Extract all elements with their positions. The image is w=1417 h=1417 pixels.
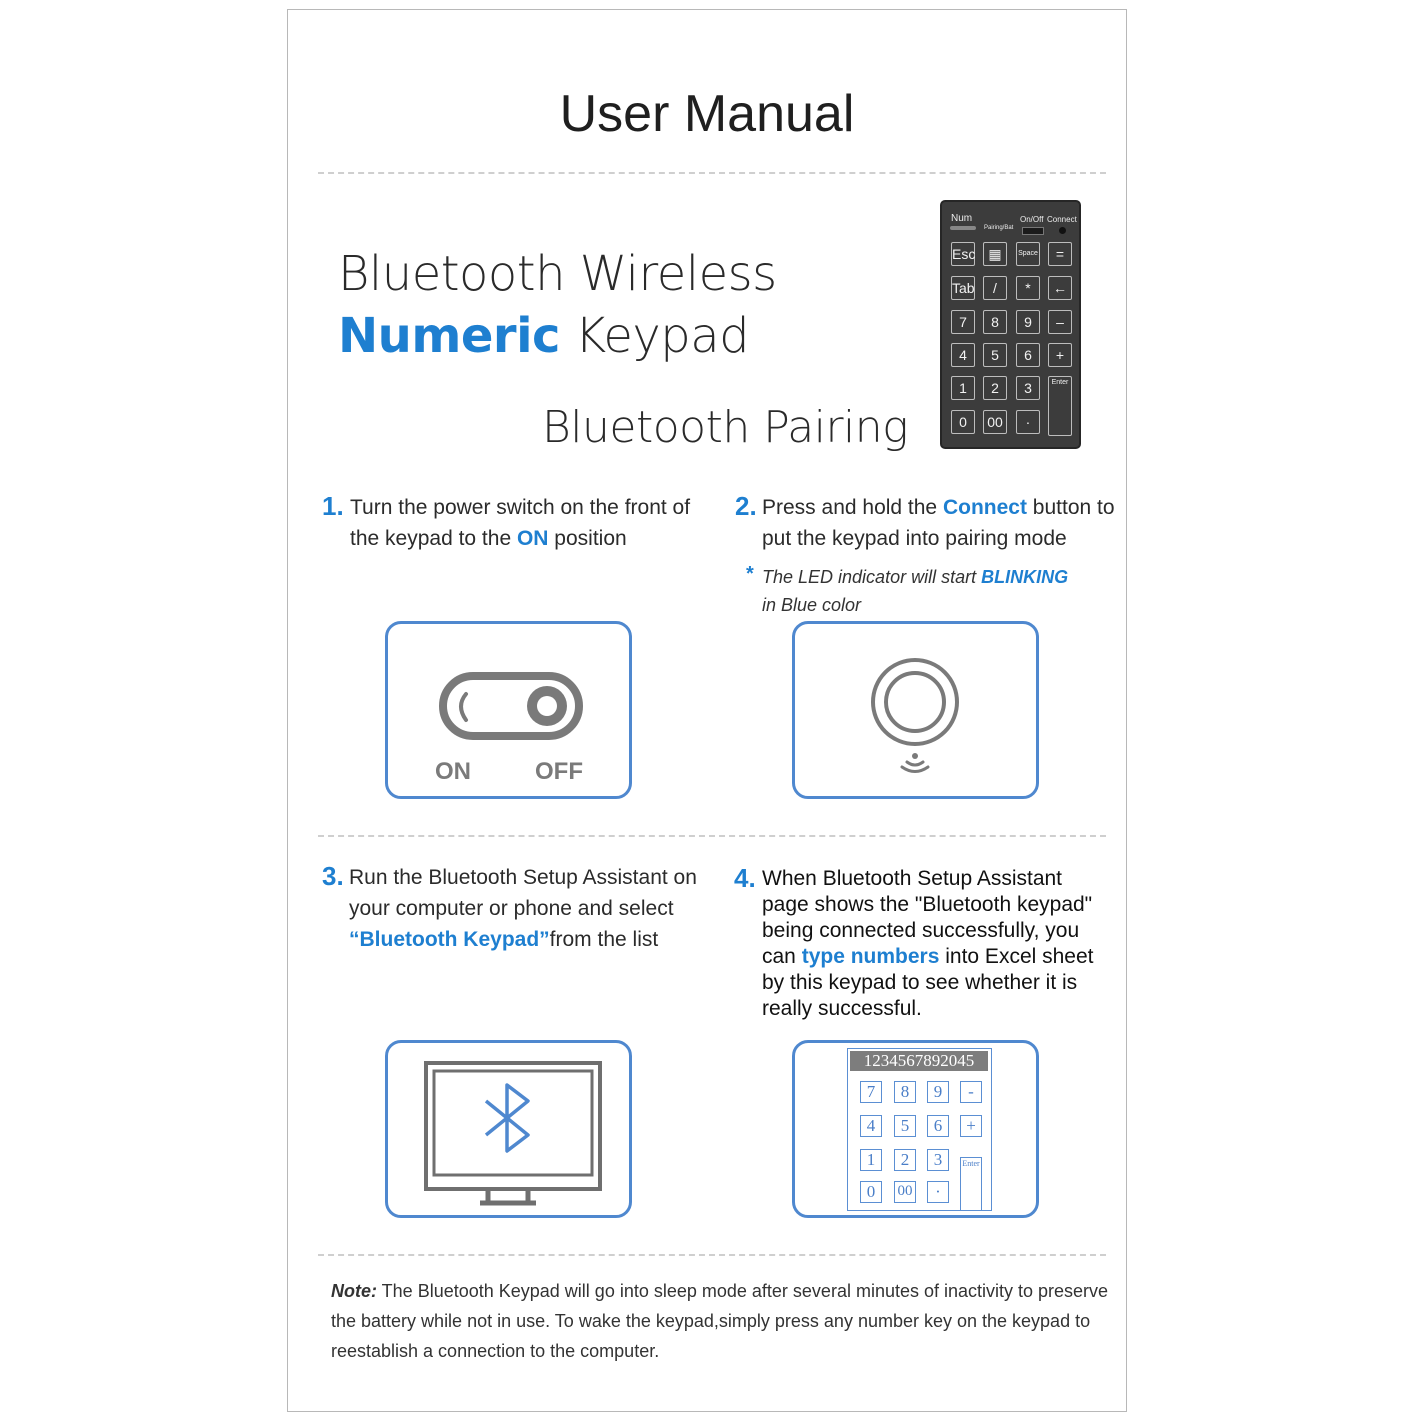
- step-2-note-post: in Blue color: [762, 595, 862, 615]
- mini-key: 3: [927, 1149, 949, 1171]
- mini-key: 5: [894, 1115, 916, 1137]
- mini-enter-key: Enter: [960, 1157, 982, 1211]
- key-6: 6: [1016, 343, 1040, 367]
- step-2-number: 2.: [735, 491, 757, 521]
- switch-off-label: OFF: [535, 758, 583, 785]
- onoff-switch: [1022, 227, 1044, 235]
- connect-button-icon: [795, 624, 1036, 796]
- step-1-text: [350, 492, 695, 554]
- key-7: 7: [951, 310, 975, 334]
- step-4-number: 4.: [734, 863, 756, 893]
- step-2-note-pre: The LED indicator will start: [762, 567, 982, 587]
- bluetooth-monitor-icon: [388, 1043, 629, 1215]
- hero-line-2: [338, 308, 749, 364]
- key-4: 4: [951, 343, 975, 367]
- mini-key: 0: [860, 1181, 882, 1203]
- keypad-num-label: Num: [951, 213, 973, 224]
- hero-line-1: Bluetooth Wireless: [338, 246, 777, 302]
- key-esc: Esc: [951, 242, 975, 266]
- key-5: 5: [983, 343, 1007, 367]
- step-3-pre: Run the Bluetooth Setup Assistant on your computer or phone and select: [349, 866, 697, 920]
- step-1-highlight: ON: [516, 527, 549, 550]
- note-body: The Bluetooth Keypad will go into sleep mode after several minutes of inactivity to preserve the battery while not in use. To wake the keypad,simply press any number key on the keypad to reestablish a connection to the computer.: [331, 1281, 1109, 1361]
- hero-subtitle: Bluetooth Pairing: [542, 402, 909, 453]
- mini-key: 2: [894, 1149, 916, 1171]
- num-led: [950, 226, 976, 230]
- key-2: 2: [983, 376, 1007, 400]
- power-switch-box: [385, 621, 632, 799]
- keypad-enter-key: Enter: [1048, 376, 1072, 436]
- step-3-text: [349, 862, 709, 955]
- keypad-onoff-label: On/Off: [1020, 215, 1044, 224]
- mini-key: -: [960, 1081, 982, 1103]
- step-2-note-highlight: BLINKING: [981, 567, 1069, 587]
- step-3-post: from the list: [549, 928, 659, 951]
- key-00: 00: [983, 410, 1007, 434]
- key-1: 1: [951, 376, 975, 400]
- mini-key: 9: [927, 1081, 949, 1103]
- step-4-highlight: type numbers: [801, 945, 940, 968]
- toggle-switch-icon: [388, 624, 629, 796]
- hero-highlight: Numeric: [338, 308, 560, 364]
- mini-key: 00: [894, 1181, 916, 1203]
- mini-keypad-display: 1234567892045: [850, 1051, 988, 1071]
- key-calc: ▦: [983, 242, 1007, 266]
- step-1-pre: Turn the power switch on the front of the keypad to the: [350, 496, 691, 550]
- key-tab: Tab: [951, 276, 975, 300]
- step-4-post: into Excel sheet by this keypad to see whether it is really successful.: [762, 945, 1094, 1020]
- step-4-text: [762, 866, 1107, 1022]
- key-divide: /: [983, 276, 1007, 300]
- step-2-note: [762, 563, 1102, 619]
- key-0: 0: [951, 410, 975, 434]
- key-dot: ·: [1016, 410, 1040, 434]
- key-3: 3: [1016, 376, 1040, 400]
- mini-key: ·: [927, 1181, 949, 1203]
- hero-line-2-rest: Keypad: [560, 308, 750, 364]
- step-2-note-star: *: [746, 563, 754, 585]
- key-9: 9: [1016, 310, 1040, 334]
- keypad-pairing-label: Pairing/Bat: [984, 225, 1014, 231]
- note-label: Note:: [331, 1281, 377, 1301]
- connect-button: [1059, 227, 1066, 234]
- bluetooth-monitor-box: [385, 1040, 632, 1218]
- step-2-text: [762, 492, 1122, 554]
- note: [331, 1276, 1111, 1366]
- type-numbers-box: [792, 1040, 1039, 1218]
- key-equals: =: [1048, 242, 1072, 266]
- mini-key: 6: [927, 1115, 949, 1137]
- key-backspace: ←: [1048, 276, 1072, 300]
- mini-key: +: [960, 1115, 982, 1137]
- step-1-number: 1.: [322, 491, 344, 521]
- step-2-post: button to put the keypad into pairing mode: [762, 496, 1115, 550]
- divider: [318, 835, 1106, 837]
- key-plus: +: [1048, 343, 1072, 367]
- step-3-highlight: “Bluetooth Keypad”: [349, 928, 550, 951]
- switch-on-label: ON: [435, 758, 471, 785]
- step-3-number: 3.: [322, 861, 344, 891]
- mini-key: 1: [860, 1149, 882, 1171]
- step-2-pre: Press and hold the: [762, 496, 943, 519]
- mini-keypad: [847, 1048, 992, 1211]
- keypad-connect-label: Connect: [1047, 215, 1077, 224]
- key-multiply: *: [1016, 276, 1040, 300]
- key-8: 8: [983, 310, 1007, 334]
- connect-button-box: [792, 621, 1039, 799]
- key-minus: –: [1048, 310, 1072, 334]
- mini-key: 4: [860, 1115, 882, 1137]
- divider: [318, 172, 1106, 174]
- key-space: Space: [1016, 242, 1040, 266]
- step-1-post: position: [548, 527, 627, 550]
- step-4-pre: When Bluetooth Setup Assistant page shows the "Bluetooth keypad" being connected successfully, you can: [762, 867, 1093, 968]
- divider: [318, 1254, 1106, 1256]
- mini-key: 8: [894, 1081, 916, 1103]
- step-2-highlight: Connect: [942, 496, 1027, 519]
- manual-page: [287, 9, 1127, 1412]
- mini-key: 7: [860, 1081, 882, 1103]
- page-title: User Manual: [559, 85, 855, 143]
- keypad-illustration: [940, 200, 1081, 449]
